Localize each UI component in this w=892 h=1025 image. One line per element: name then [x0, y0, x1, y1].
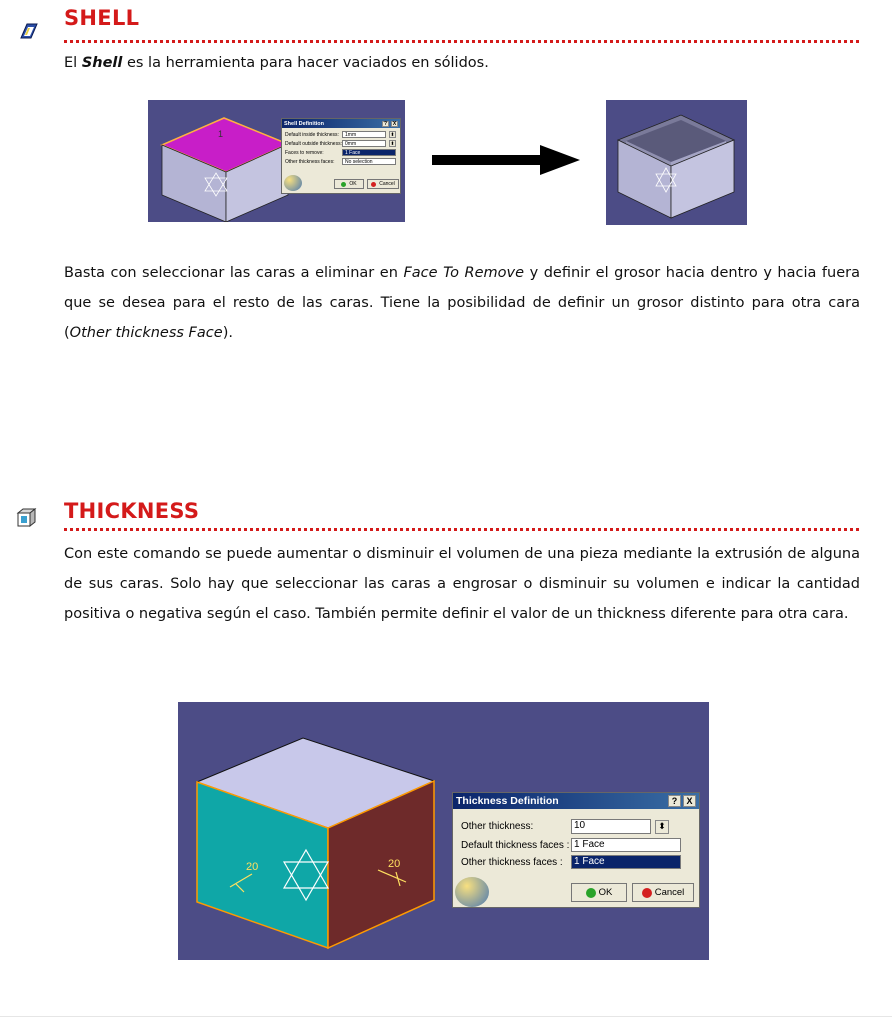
- thickness-body-paragraph: Con este comando se puede aumentar o disminuir el volumen de una pieza mediante la extrusión de alguna de sus caras. Solo hay que seleccionar las caras a engrosar o disminuir su volumen e indicar la cantidad positiva o negativa según el caso. También permite definir el valor de un thickness diferente para otra cara.: [64, 546, 860, 622]
- ok-icon: [341, 182, 346, 187]
- dialog-logo: [284, 175, 302, 191]
- close-icon[interactable]: X: [683, 795, 696, 807]
- shell-after-image: [606, 100, 747, 225]
- cancel-button[interactable]: Cancel: [367, 179, 399, 189]
- dialog-logo: [455, 877, 489, 907]
- cancel-icon: [642, 888, 652, 898]
- dialog-titlebar: Shell Definition ? X: [282, 119, 400, 128]
- help-icon[interactable]: ?: [383, 120, 388, 127]
- default-thickness-faces-field[interactable]: 1 Face: [571, 838, 681, 852]
- spinner-icon[interactable]: ⬍: [390, 131, 395, 138]
- spinner-icon[interactable]: ⬍: [655, 820, 669, 834]
- close-icon[interactable]: X: [392, 120, 397, 127]
- cancel-icon: [371, 182, 376, 187]
- shell-definition-dialog: [281, 118, 401, 194]
- ok-button[interactable]: OK: [571, 883, 627, 902]
- shell-term: Shell: [81, 55, 123, 71]
- spinner-icon[interactable]: ⬍: [390, 140, 395, 147]
- outside-thickness-input[interactable]: 0mm: [342, 140, 386, 147]
- faces-to-remove-field[interactable]: 1 Face: [342, 149, 396, 156]
- thickness-heading: THICKNESS: [64, 499, 200, 523]
- shell-before-image: [148, 100, 405, 222]
- thickness-icon: [15, 507, 37, 529]
- shell-icon: [18, 20, 40, 42]
- ok-button[interactable]: OK: [334, 179, 364, 189]
- other-thickness-input[interactable]: 10: [571, 819, 651, 834]
- help-icon[interactable]: ?: [668, 795, 681, 807]
- shell-body-paragraph: Basta con seleccionar las caras a eliminar en Face To Remove y definir el grosor hacia dentro y hacia fuera que se desea para el resto de las caras. Tiene la posibilidad de definir un grosor distinto para otra cara (Other thickness Face).: [64, 265, 860, 341]
- thickness-definition-dialog: [452, 792, 700, 908]
- inside-thickness-row: Default inside thickness: 1mm ⬍: [285, 131, 395, 138]
- marker-right-label: 20: [388, 858, 401, 870]
- other-thickness-faces-row: Other thickness faces : 1 Face: [461, 855, 681, 869]
- faces-to-remove-row: Faces to remove: 1 Face: [285, 149, 396, 156]
- other-thickness-row: Other thickness: 10 ⬍: [461, 819, 669, 834]
- cancel-button[interactable]: Cancel: [632, 883, 694, 902]
- marker-left-label: 20: [246, 861, 259, 873]
- inside-thickness-input[interactable]: 1mm: [342, 131, 386, 138]
- arrow-right-icon: [432, 145, 582, 177]
- outside-thickness-row: Default outside thickness: 0mm ⬍: [285, 140, 395, 147]
- svg-text:1: 1: [218, 129, 224, 139]
- page-bottom-rule: [0, 1016, 892, 1017]
- other-thickness-faces-field[interactable]: 1 Face: [571, 855, 681, 869]
- other-thickness-faces-row: Other thickness faces: No selection: [285, 158, 396, 165]
- ok-icon: [586, 888, 596, 898]
- other-thickness-faces-field[interactable]: No selection: [342, 158, 396, 165]
- default-thickness-faces-row: Default thickness faces : 1 Face: [461, 838, 681, 852]
- dialog-titlebar: Thickness Definition ? X: [453, 793, 699, 809]
- shell-intro: El Shell es la herramienta para hacer vaciados en sólidos.: [64, 55, 489, 71]
- thickness-heading-rule: [64, 528, 859, 531]
- shell-heading: SHELL: [64, 6, 140, 30]
- thickness-image: [178, 702, 709, 960]
- shell-heading-rule: [64, 40, 859, 43]
